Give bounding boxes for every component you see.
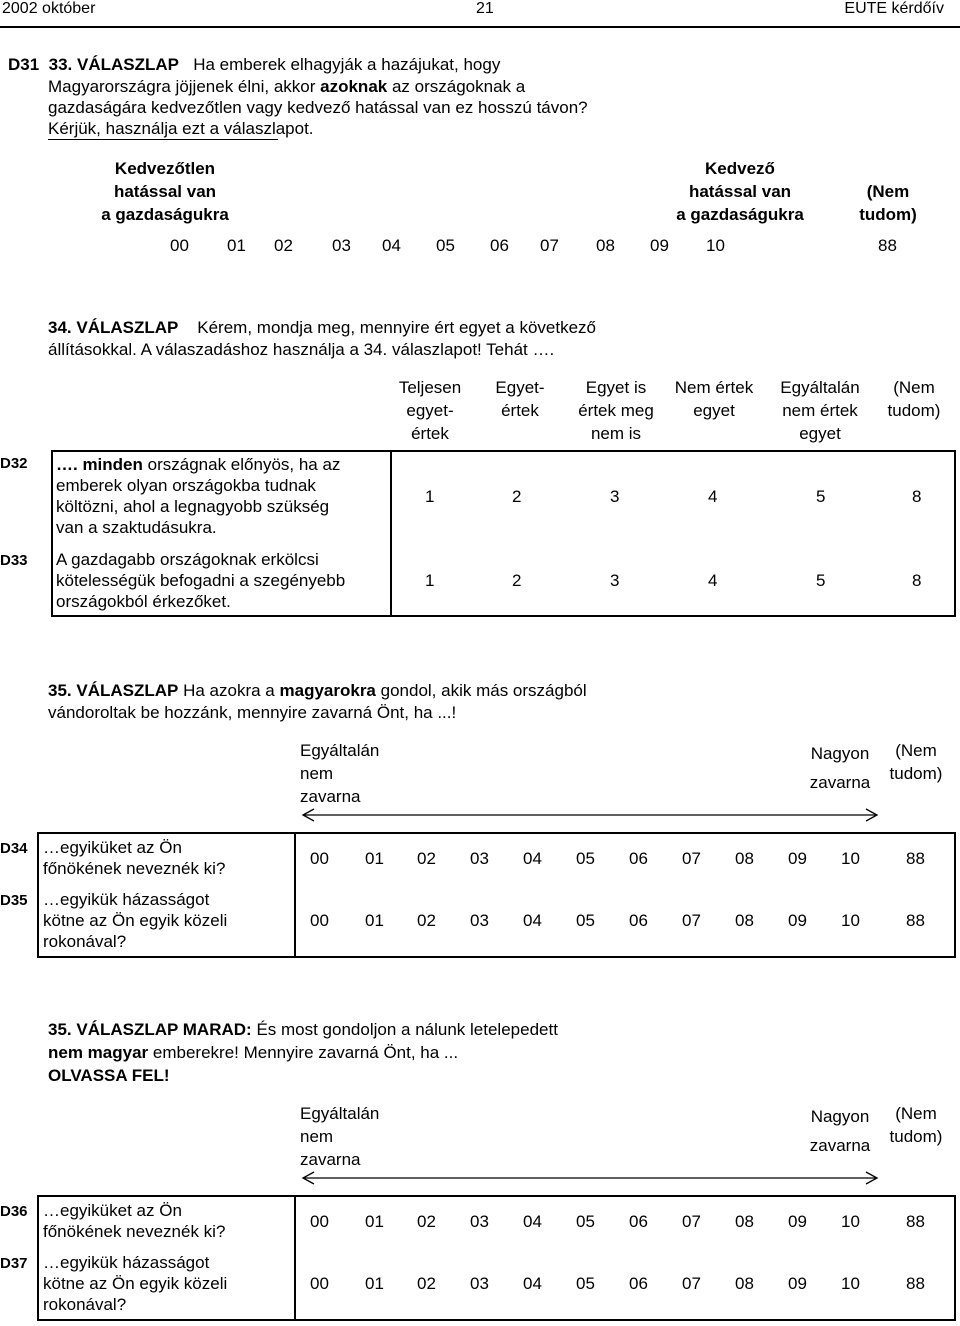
d36-scale-10[interactable]: 10 <box>841 1212 860 1231</box>
d32-code-3[interactable]: 3 <box>610 487 620 506</box>
q33-line-2-bold: azoknak <box>320 77 388 96</box>
d34-scale-06[interactable]: 06 <box>629 849 648 868</box>
q33-scale-09[interactable]: 09 <box>650 236 669 255</box>
d36-statement <box>43 1200 293 1242</box>
q34-col-2-l1: Egyet- <box>495 378 545 397</box>
d35-scale-06[interactable]: 06 <box>629 911 648 930</box>
q34-col-5-l1: Egyáltalán <box>780 378 860 397</box>
q33-scale-02[interactable]: 02 <box>274 236 293 255</box>
q35b-left-anchor-2: nem <box>300 1127 334 1146</box>
header-rule <box>0 26 960 28</box>
d34-code: D34 <box>0 840 28 857</box>
q34-col-5 <box>770 376 870 445</box>
d37-code: D37 <box>0 1255 28 1272</box>
d32-code-5[interactable]: 5 <box>816 487 826 506</box>
q33-line-2-post: az országoknak a <box>391 77 526 96</box>
q35-right-anchor-1: Nagyon <box>810 744 870 763</box>
d33-code: D33 <box>0 552 28 569</box>
q33-line-4: Kérjük, használja ezt a válaszlapot. <box>48 119 314 138</box>
d34-scale-09[interactable]: 09 <box>788 849 807 868</box>
d34-scale-01[interactable]: 01 <box>365 849 384 868</box>
d36-scale-07[interactable]: 07 <box>682 1212 701 1231</box>
d35-scale-03[interactable]: 03 <box>470 911 489 930</box>
d36-scale-04[interactable]: 04 <box>523 1212 542 1231</box>
d36-scale-03[interactable]: 03 <box>470 1212 489 1231</box>
q35b-text-1: És most gondoljon a nálunk letelepedett <box>256 1020 558 1039</box>
q35b-dk-2: tudom) <box>889 1127 943 1146</box>
q33-dont-know <box>848 180 928 226</box>
d34-scale-07[interactable]: 07 <box>682 849 701 868</box>
q34-card: 34. VÁLASZLAP <box>48 318 179 337</box>
d32-code: D32 <box>0 455 28 472</box>
d35-statement <box>43 889 293 952</box>
d34-statement <box>43 837 293 879</box>
d37-scale-00[interactable]: 00 <box>310 1274 329 1293</box>
q34-col-6-l2: tudom) <box>887 401 941 420</box>
d34-scale-05[interactable]: 05 <box>576 849 595 868</box>
header-title: EUTE kérdőív <box>844 0 944 17</box>
q34-col-2-l2: értek <box>501 401 539 420</box>
d34-line-2: főnökének neveznék ki? <box>43 859 226 878</box>
q33-scale-04[interactable]: 04 <box>382 236 401 255</box>
d35-scale-10[interactable]: 10 <box>841 911 860 930</box>
d35-scale-05[interactable]: 05 <box>576 911 595 930</box>
d33-code-3[interactable]: 3 <box>610 571 620 590</box>
d37-scale-01[interactable]: 01 <box>365 1274 384 1293</box>
d34-scale-08[interactable]: 08 <box>735 849 754 868</box>
d32-code-8[interactable]: 8 <box>912 487 922 506</box>
d32-line-2: emberek olyan országokba tudnak <box>56 476 316 495</box>
q34-col-1 <box>390 376 470 445</box>
q33-right-anchor <box>640 157 840 226</box>
d36-line-2: főnökének neveznék ki? <box>43 1222 226 1241</box>
d32-code-1[interactable]: 1 <box>425 487 435 506</box>
d32-line-4: van a szaktudásukra. <box>56 518 217 537</box>
d35-scale-07[interactable]: 07 <box>682 911 701 930</box>
d34-scale-00[interactable]: 00 <box>310 849 329 868</box>
q33-card: VÁLASZLAP <box>77 55 180 74</box>
q34-col-3 <box>566 376 666 445</box>
q34-table-divider <box>390 450 392 617</box>
q35b-card: 35. VÁLASZLAP MARAD: <box>48 1020 252 1039</box>
q35b-left-anchor <box>300 1102 379 1171</box>
q35b-dk-1: (Nem <box>895 1104 937 1123</box>
d32-lead: …. minden <box>56 455 143 474</box>
q35b-line-2-bold: nem magyar <box>48 1043 149 1062</box>
d35-scale-09[interactable]: 09 <box>788 911 807 930</box>
q35-text-post: gondol, akik más országból <box>380 681 587 700</box>
q33-dk-1: (Nem <box>866 182 910 201</box>
q35-right-anchor <box>800 739 880 797</box>
q33-right-anchor-3: a gazdaságukra <box>676 205 804 224</box>
d33-line-3: országokból érkezőket. <box>56 592 231 611</box>
q33-scale-10[interactable]: 10 <box>706 236 725 255</box>
q33-code: D31 <box>8 55 40 74</box>
q35-right-anchor-2: zavarna <box>809 773 871 792</box>
d37-scale-03[interactable]: 03 <box>470 1274 489 1293</box>
d35-scale-08[interactable]: 08 <box>735 911 754 930</box>
d37-statement <box>43 1252 293 1315</box>
q35-left-anchor-1: Egyáltalán <box>300 741 380 760</box>
q34-col-6-l1: (Nem <box>893 378 935 397</box>
d37-scale-07[interactable]: 07 <box>682 1274 701 1293</box>
d34-line-1: …egyiküket az Ön <box>43 838 182 857</box>
d36-scale-02[interactable]: 02 <box>417 1212 436 1231</box>
q34-col-1-l2: egyet- <box>406 401 454 420</box>
q35b-line-2 <box>48 1042 458 1063</box>
q34-col-6 <box>872 376 956 422</box>
q34-col-1-l1: Teljesen <box>398 378 462 397</box>
d36-scale-88[interactable]: 88 <box>906 1212 925 1231</box>
d37-scale-02[interactable]: 02 <box>417 1274 436 1293</box>
q33-number: 33. <box>48 55 73 74</box>
d33-code-4[interactable]: 4 <box>708 571 718 590</box>
q33-scale-01[interactable]: 01 <box>227 236 246 255</box>
q34-text-1: Kérem, mondja meg, mennyire ért egyet a következő <box>197 318 597 337</box>
q35b-table-divider <box>294 1195 296 1321</box>
q35b-line-2-post: emberekre! Mennyire zavarná Önt, ha ... <box>152 1043 459 1062</box>
q33-underline <box>48 139 278 140</box>
q33-left-anchor-1: Kedvezőtlen <box>114 159 216 178</box>
d32-code-2[interactable]: 2 <box>512 487 522 506</box>
q34-col-3-l3: nem is <box>590 424 642 443</box>
q35-text-bold: magyarokra <box>279 681 376 700</box>
d33-line-2: kötelességük befogadni a szegényebb <box>56 571 346 590</box>
d33-statement <box>56 549 386 612</box>
q34-col-4-l1: Nem értek <box>674 378 754 397</box>
q35b-left-anchor-3: zavarna <box>300 1150 361 1169</box>
d36-scale-09[interactable]: 09 <box>788 1212 807 1231</box>
q33-left-anchor-3: a gazdaságukra <box>101 205 229 224</box>
d34-scale-04[interactable]: 04 <box>523 849 542 868</box>
d35-code: D35 <box>0 892 28 909</box>
q33-line-2 <box>48 76 525 97</box>
q33-left-anchor-2: hatással van <box>113 182 217 201</box>
q34-col-1-l3: értek <box>411 424 449 443</box>
d37-scale-09[interactable]: 09 <box>788 1274 807 1293</box>
d35-line-2: kötne az Ön egyik közeli <box>43 911 228 930</box>
d37-scale-06[interactable]: 06 <box>629 1274 648 1293</box>
q35b-dont-know <box>876 1102 956 1148</box>
d33-code-2[interactable]: 2 <box>512 571 522 590</box>
q35-dont-know <box>876 739 956 785</box>
q35b-right-anchor <box>800 1102 880 1160</box>
q33-scale-06[interactable]: 06 <box>490 236 509 255</box>
q35-table-divider <box>294 832 296 958</box>
d36-line-1: …egyiküket az Ön <box>43 1201 182 1220</box>
d32-line-1: országnak előnyös, ha az <box>147 455 341 474</box>
d32-line-3: költözni, ahol a legnagyobb szükség <box>56 497 330 516</box>
d35-line-3: rokonával? <box>43 932 127 951</box>
d33-code-5[interactable]: 5 <box>816 571 826 590</box>
d35-scale-01[interactable]: 01 <box>365 911 384 930</box>
d37-scale-88[interactable]: 88 <box>906 1274 925 1293</box>
q35b-left-anchor-1: Egyáltalán <box>300 1104 380 1123</box>
q34-col-3-l2: értek meg <box>578 401 654 420</box>
d35-scale-00[interactable]: 00 <box>310 911 329 930</box>
q33-line-3: gazdaságára kedvezőtlen vagy kedvező hatással van ez hosszú távon? <box>48 98 588 117</box>
d37-scale-08[interactable]: 08 <box>735 1274 754 1293</box>
q35-left-anchor-3: zavarna <box>300 787 361 806</box>
q35b-line-1 <box>48 1019 558 1040</box>
d34-scale-10[interactable]: 10 <box>841 849 860 868</box>
q33-scale-00[interactable]: 00 <box>170 236 189 255</box>
q34-col-5-l2: nem értek <box>782 401 858 420</box>
d33-line-1: A gazdagabb országoknak erkölcsi <box>56 550 319 569</box>
d32-code-4[interactable]: 4 <box>708 487 718 506</box>
q34-col-2 <box>480 376 560 422</box>
q34-col-5-l3: egyet <box>799 424 841 443</box>
q35-line-1 <box>48 680 587 701</box>
q33-block <box>8 54 500 75</box>
d34-scale-03[interactable]: 03 <box>470 849 489 868</box>
q33-dk-2: tudom) <box>859 205 917 224</box>
q35-line-2: vándoroltak be hozzánk, mennyire zavarná Önt, ha ...! <box>48 703 457 722</box>
d37-line-1: …egyikük házasságot <box>43 1253 210 1272</box>
q35-card: 35. VÁLASZLAP <box>48 681 179 700</box>
q33-scale-88[interactable]: 88 <box>878 236 897 255</box>
q33-right-anchor-2: hatással van <box>688 182 792 201</box>
d35-scale-02[interactable]: 02 <box>417 911 436 930</box>
d37-scale-10[interactable]: 10 <box>841 1274 860 1293</box>
q35b-instruction: OLVASSA FEL! <box>48 1066 170 1085</box>
d37-line-3: rokonával? <box>43 1295 127 1314</box>
q35-dk-1: (Nem <box>895 741 937 760</box>
d37-scale-04[interactable]: 04 <box>523 1274 542 1293</box>
d35-scale-04[interactable]: 04 <box>523 911 542 930</box>
q35-dk-2: tudom) <box>889 764 943 783</box>
q34-col-4-l2: egyet <box>693 401 735 420</box>
d37-line-2: kötne az Ön egyik közeli <box>43 1274 228 1293</box>
q34-line-2: állításokkal. A válaszadáshoz használja a 34. válaszlapot! Tehát …. <box>48 340 555 359</box>
q33-right-anchor-1: Kedvező <box>705 159 775 178</box>
d36-scale-06[interactable]: 06 <box>629 1212 648 1231</box>
q35-scale-arrow <box>300 808 880 822</box>
q35b-scale-arrow <box>300 1171 880 1185</box>
d37-scale-05[interactable]: 05 <box>576 1274 595 1293</box>
q33-text-1: Ha emberek elhagyják a hazájukat, hogy <box>193 55 501 74</box>
q34-col-4 <box>664 376 764 422</box>
d36-scale-00[interactable]: 00 <box>310 1212 329 1231</box>
header-date: 2002 október <box>2 0 96 17</box>
q33-line-2-text: Magyarországra jöjjenek élni, akkor <box>48 77 316 96</box>
d36-scale-05[interactable]: 05 <box>576 1212 595 1231</box>
q35-left-anchor <box>300 739 379 808</box>
d33-code-8[interactable]: 8 <box>912 571 922 590</box>
q33-scale-05[interactable]: 05 <box>436 236 455 255</box>
page-number: 21 <box>476 0 494 17</box>
q34-col-3-l1: Egyet is <box>585 378 647 397</box>
d36-scale-08[interactable]: 08 <box>735 1212 754 1231</box>
d35-line-1: …egyikük házasságot <box>43 890 210 909</box>
q33-scale-03[interactable]: 03 <box>332 236 351 255</box>
d32-statement <box>56 454 386 538</box>
q35b-right-anchor-2: zavarna <box>809 1136 871 1155</box>
q33-scale-08[interactable]: 08 <box>596 236 615 255</box>
d34-scale-88[interactable]: 88 <box>906 849 925 868</box>
q35b-right-anchor-1: Nagyon <box>810 1107 870 1126</box>
q33-left-anchor <box>70 157 260 226</box>
q35-left-anchor-2: nem <box>300 764 334 783</box>
q34-line-1 <box>48 317 596 338</box>
q35-text-pre: Ha azokra a <box>183 681 275 700</box>
d36-scale-01[interactable]: 01 <box>365 1212 384 1231</box>
d35-scale-88[interactable]: 88 <box>906 911 925 930</box>
d34-scale-02[interactable]: 02 <box>417 849 436 868</box>
q33-scale-07[interactable]: 07 <box>540 236 559 255</box>
d33-code-1[interactable]: 1 <box>425 571 435 590</box>
d36-code: D36 <box>0 1203 28 1220</box>
